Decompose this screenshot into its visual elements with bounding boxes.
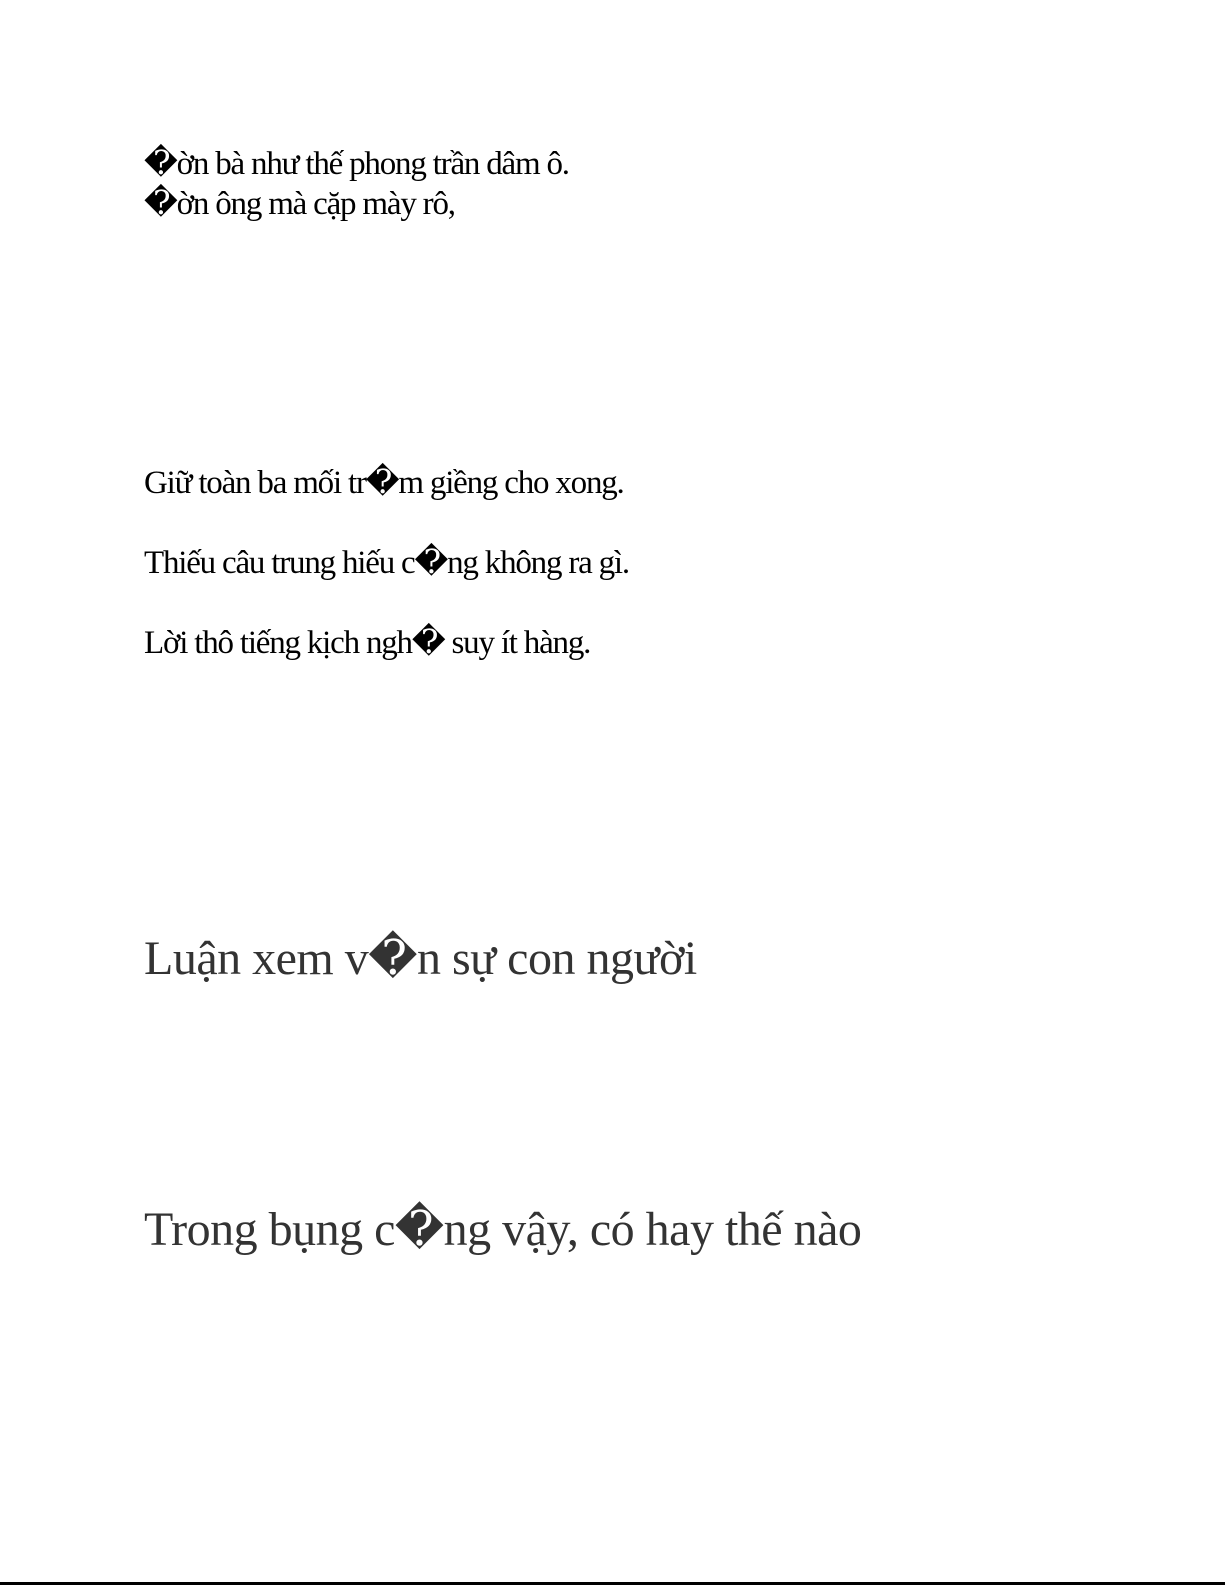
verse-line: �ờn ông mà cặp mày rô, — [144, 186, 455, 222]
verse-line: Thiếu câu trung hiếu c�ng không ra gì. — [144, 545, 629, 581]
verse-line: �ờn bà như thế phong trần dâm ô. — [144, 146, 569, 182]
verse-line: Lời thô tiếng kịch ngh� suy ít hàng. — [144, 625, 591, 661]
verse-line: Giữ toàn ba mối tr�m giềng cho xong. — [144, 465, 624, 501]
section-heading: Luận xem v�n sự con người — [144, 932, 697, 985]
section-heading: Trong bụng c�ng vậy, có hay thế nào — [144, 1203, 862, 1256]
